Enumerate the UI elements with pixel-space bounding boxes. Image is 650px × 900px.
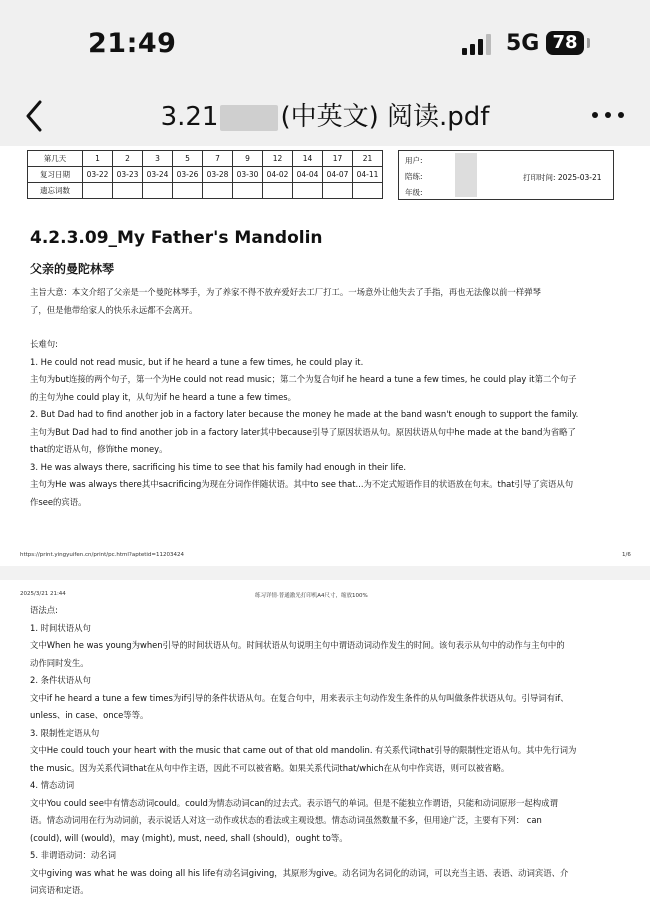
table-cell: 03-23 bbox=[113, 167, 143, 183]
status-time: 21:49 bbox=[88, 28, 177, 59]
text-line: 1. He could not read music, but if he heard a tune a few times, he could play it. bbox=[30, 356, 364, 367]
grade-label: 年级: bbox=[405, 188, 423, 197]
text-line: 文中You could see中有情态动词could。could为情态动词can的过去式。表示语气的单词。但是不能独立作谓语，只能和动词原形一起构成谓 bbox=[30, 797, 558, 808]
text-line: 了，但是他带给家人的快乐永远都不会离开。 bbox=[30, 304, 198, 315]
title-suffix: (中英文) 阅读.pdf bbox=[280, 102, 490, 132]
difficult-sentences bbox=[30, 336, 620, 511]
grammar-title: 2. 条件状语从句 bbox=[30, 675, 91, 685]
table-cell: 17 bbox=[323, 151, 353, 167]
grammar-title: 1. 时间状语从句 bbox=[30, 622, 91, 633]
signal-icon bbox=[462, 33, 492, 55]
back-chevron-icon[interactable] bbox=[22, 98, 46, 134]
table-cell: 复习日期 bbox=[28, 167, 83, 183]
table-cell bbox=[83, 183, 113, 199]
table-cell bbox=[203, 183, 233, 199]
table-cell: 遗忘词数 bbox=[28, 183, 83, 199]
print-time: 打印时间: 2025-03-21 bbox=[523, 173, 602, 182]
review-schedule-table bbox=[27, 150, 383, 199]
table-cell bbox=[173, 183, 203, 199]
table-row bbox=[28, 167, 383, 183]
section-label: 长难句: bbox=[30, 339, 58, 349]
table-cell: 14 bbox=[293, 151, 323, 167]
text-line: 主句为but连接的两个句子，第一个为He could not read music；第二个为复合句if he heard a tune a few times, he could play it第二个句子 bbox=[30, 374, 577, 384]
footer-page-number: 1/6 bbox=[622, 552, 631, 558]
table-cell bbox=[113, 183, 143, 199]
text-line: that的定语从句，修饰the money。 bbox=[30, 444, 168, 454]
table-cell bbox=[143, 183, 173, 199]
title-prefix: 3.21 bbox=[160, 102, 219, 132]
table-cell: 04-11 bbox=[353, 167, 383, 183]
text-line: 2. But Dad had to find another job in a factory later because the money he made at the band wasn't enough to support the family. bbox=[30, 409, 579, 419]
text-line: 文中giving was what he was doing all his life有动名词giving，其原形为give。动名词为名词化的动词，可以充当主语、表语、动词宾语、介 bbox=[30, 867, 569, 878]
table-cell: 第几天 bbox=[28, 151, 83, 167]
blurred-info bbox=[455, 153, 477, 197]
text-line: 动作同时发生。 bbox=[30, 657, 89, 668]
text-line: 主句为But Dad had to find another job in a factory later其中because引导了原因状语从句。原因状语从句中he made at the band为省略了 bbox=[30, 426, 576, 437]
table-cell: 9 bbox=[233, 151, 263, 167]
table-cell bbox=[293, 183, 323, 199]
table-cell: 7 bbox=[203, 151, 233, 167]
text-line: 主句为He was always there其中sacrificing为现在分词作伴随状语。其中to see that...为不定式短语作目的状语放在句末。that引导了宾语从句 bbox=[30, 479, 574, 489]
footer-url: https://print.yingyuifen.cn/print/pc.html?aptetid=11203424 bbox=[20, 552, 184, 558]
more-options-icon[interactable] bbox=[592, 112, 624, 120]
table-cell: 03-30 bbox=[233, 167, 263, 183]
table-cell: 21 bbox=[353, 151, 383, 167]
table-cell: 5 bbox=[173, 151, 203, 167]
table-cell: 3 bbox=[143, 151, 173, 167]
text-line: 文中He could touch your heart with the music that came out of that old mandolin. 有关系代词that引导的限制性定语从句。其中先行词为 bbox=[30, 745, 577, 755]
article-subtitle: 父亲的曼陀林琴 bbox=[30, 262, 115, 276]
text-line: 的主句为he could play it，从句为if he heard a tune a few times。 bbox=[30, 391, 296, 402]
nav-bar bbox=[0, 88, 650, 146]
grammar-title: 5. 非谓语动词：动名词 bbox=[30, 850, 117, 860]
text-line: 主旨大意：本文介绍了父亲是一个曼陀林琴手，为了养家不得不放弃爱好去工厂打工。一场意外让他失去了手指，再也无法像以前一样弹琴 bbox=[30, 287, 541, 297]
blurred-title-part bbox=[220, 105, 278, 131]
pdf-page-1[interactable] bbox=[0, 146, 650, 566]
main-idea bbox=[30, 284, 620, 319]
grammar-title: 4. 情态动词 bbox=[30, 780, 75, 790]
text-line: 文中if he heard a tune a few times为if引导的条件状语从句。在复合句中，用来表示主句动作发生条件的从句叫做条件状语从句。引导词有if、 bbox=[30, 692, 569, 703]
text-line: 语。情态动词用在行为动词前，表示说话人对这一动作或状态的看法或主观设想。情态动词虽然数量不多，但用途广泛，主要有下列： can bbox=[30, 815, 542, 825]
article-title: 4.2.3.09_My Father's Mandolin bbox=[30, 228, 323, 248]
document-title bbox=[100, 96, 550, 133]
table-cell: 04-04 bbox=[293, 167, 323, 183]
battery-icon: 78 bbox=[546, 31, 584, 55]
page-header-date: 2025/3/21 21:44 bbox=[20, 591, 66, 597]
battery-tip bbox=[587, 38, 590, 48]
table-cell bbox=[353, 183, 383, 199]
network-type: 5G bbox=[506, 31, 540, 56]
grammar-points bbox=[30, 602, 620, 900]
table-cell: 03-28 bbox=[203, 167, 233, 183]
table-cell: 04-07 bbox=[323, 167, 353, 183]
text-line: the music。因为关系代词that在从句中作主语，因此不可以被省略。如果关系代词that/which在从句中作宾语，则可以被省略。 bbox=[30, 762, 510, 773]
table-cell: 12 bbox=[263, 151, 293, 167]
student-info-box bbox=[398, 150, 614, 200]
table-cell: 03-22 bbox=[83, 167, 113, 183]
text-line: 3. He was always there, sacrificing his time to see that his family had enough in their life. bbox=[30, 461, 407, 472]
teacher-label: 陪练: bbox=[405, 172, 423, 181]
user-label: 用户: bbox=[405, 156, 423, 165]
text-line: (could), will (would)，may (might), must, need, shall (should)，ought to等。 bbox=[30, 832, 348, 843]
table-cell: 1 bbox=[83, 151, 113, 167]
status-bar bbox=[0, 0, 650, 88]
pdf-page-2[interactable] bbox=[0, 580, 650, 900]
table-cell: 04-02 bbox=[263, 167, 293, 183]
table-cell: 03-24 bbox=[143, 167, 173, 183]
text-line: 词宾语和定语。 bbox=[30, 885, 89, 895]
section-label: 语法点: bbox=[30, 605, 58, 615]
table-cell: 03-26 bbox=[173, 167, 203, 183]
text-line: 文中When he was young为when引导的时间状语从句。时间状语从句说明主句中谓语动词动作发生的时间。该句表示从句中的动作与主句中的 bbox=[30, 640, 565, 650]
grammar-title: 3. 限制性定语从句 bbox=[30, 727, 100, 738]
table-cell: 2 bbox=[113, 151, 143, 167]
table-cell bbox=[263, 183, 293, 199]
page-header-note: 练习详情·普通激光打印机A4尺寸，缩放100% bbox=[255, 593, 368, 599]
table-cell bbox=[233, 183, 263, 199]
table-row bbox=[28, 151, 383, 167]
text-line: 作see的宾语。 bbox=[30, 496, 87, 507]
table-cell bbox=[323, 183, 353, 199]
text-line: unless、in case、once等等。 bbox=[30, 710, 149, 720]
table-row bbox=[28, 183, 383, 199]
